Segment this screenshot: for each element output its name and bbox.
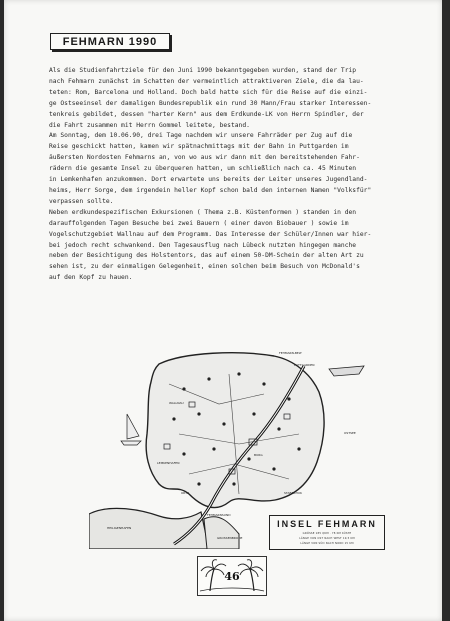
map-label: BURG — [254, 453, 263, 457]
legend-line: LÄNGE VON OST NACH WEST 19,5 KM — [299, 537, 355, 540]
heading-box — [50, 33, 170, 50]
text-line: teten: Rom, Barcelona und Holland. Doch bald hatte sich für die Reise auf die einzi- — [49, 88, 368, 96]
map-label: PUTTGARDEN — [294, 363, 315, 367]
text-line: Reise geschickt hatten, kamen wir spätnachmittags mit der Bahn in Puttgarden im — [49, 143, 349, 151]
map-label: STABERHUK — [284, 491, 303, 495]
document-page — [4, 0, 442, 621]
text-line: verpassen sollte. — [49, 197, 114, 205]
text-line: Als die Studienfahrtziele für den Juni 1990 bekanntgegeben wurden, stand der Trip — [49, 67, 357, 74]
map-legend — [269, 515, 385, 550]
map-label: ORTH — [181, 491, 190, 495]
text-line: ge Ostseeinsel der damaligen Bundesrepublik ein rund 30 Mann/Frau starker Interessen- — [49, 99, 372, 107]
text-line: bei jedoch recht schwankend. Den Tagesausflug nach Lübeck nutzten hingegen manche — [49, 241, 357, 249]
text-line: tenkreis gebildet, dessen "harter Kern" aus dem Erdkunde-LK von Herrn Spindler, der — [49, 110, 364, 118]
legend-line: LÄNGE VON SÜD NACH NORD 15 KM — [300, 542, 354, 545]
map-label: WALLNAU — [169, 401, 184, 405]
map-label: FEHMARNSUND — [207, 513, 231, 517]
text-line: Neben erdkundespezifischen Exkursionen ( Thema z.B. Küstenformen ) standen in den — [49, 208, 357, 216]
page-number: 46 — [224, 570, 240, 583]
map-label: OSTSEE — [344, 431, 356, 435]
map-label: LEMKENHAFEN — [157, 461, 180, 465]
text-line: neben der Besichtigung des Holstentors, das auf einem 50-DM-Schein der alten Art zu — [49, 252, 364, 260]
text-line: nach Fehmarn zunächst im Schatten der vermeintlich attraktiveren Ziele, die da lau- — [49, 77, 364, 85]
text-line: heims, Herr Sorge, dem irgendein heller Kopf schon bald den internen Namen "Volksfür" — [49, 186, 372, 194]
text-line: äußersten Nordosten Fehmarns an, von wo aus wir dann mit den bereitstehenden Fahr- — [49, 154, 360, 162]
text-line: die Fahrt zusammen mit Herrn Gommel leitete, bestand. — [49, 121, 250, 129]
text-line: sehen ist, zu der einmaligen Gelegenheit, einen solchen beim Besuch von McDonald's — [49, 263, 360, 271]
map-label: HEILIGENHAFEN — [107, 526, 132, 530]
legend-line: GRÖSSE 185 QKM · 78 KM KÜSTE — [302, 532, 352, 535]
text-line: auf den Kopf zu hauen. — [49, 274, 133, 282]
text-line: in Lemkenhafen anzukommen. Dort erwartete uns bereits der Leiter unseres Jugendland- — [49, 176, 368, 184]
page-number-box — [197, 556, 267, 596]
text-line: Am Sonntag, dem 10.06.90, drei Tage nachdem wir unsere Fahrräder per Zug auf die — [49, 132, 353, 140]
article-body — [49, 66, 401, 284]
text-line: Vogelschutzgebiet Wallnau auf dem Programm. Das Interesse der Schüler/Innen war hier- — [49, 230, 372, 238]
text-line: rädern die gesamte Insel zu überqueren hatten, um schließlich nach ca. 45 Minuten — [49, 165, 357, 173]
page-heading: FEHMARN 1990 — [62, 35, 158, 48]
map-label: GROSSENBRODE — [217, 536, 243, 540]
legend-title: INSEL FEHMARN — [277, 519, 377, 529]
text-line: darauffolgenden Tagen Besuche bei zwei Bauern ( einer davon Biobauer ) sowie im — [49, 219, 349, 227]
map-label: FEHMARN-BELT — [279, 351, 302, 355]
